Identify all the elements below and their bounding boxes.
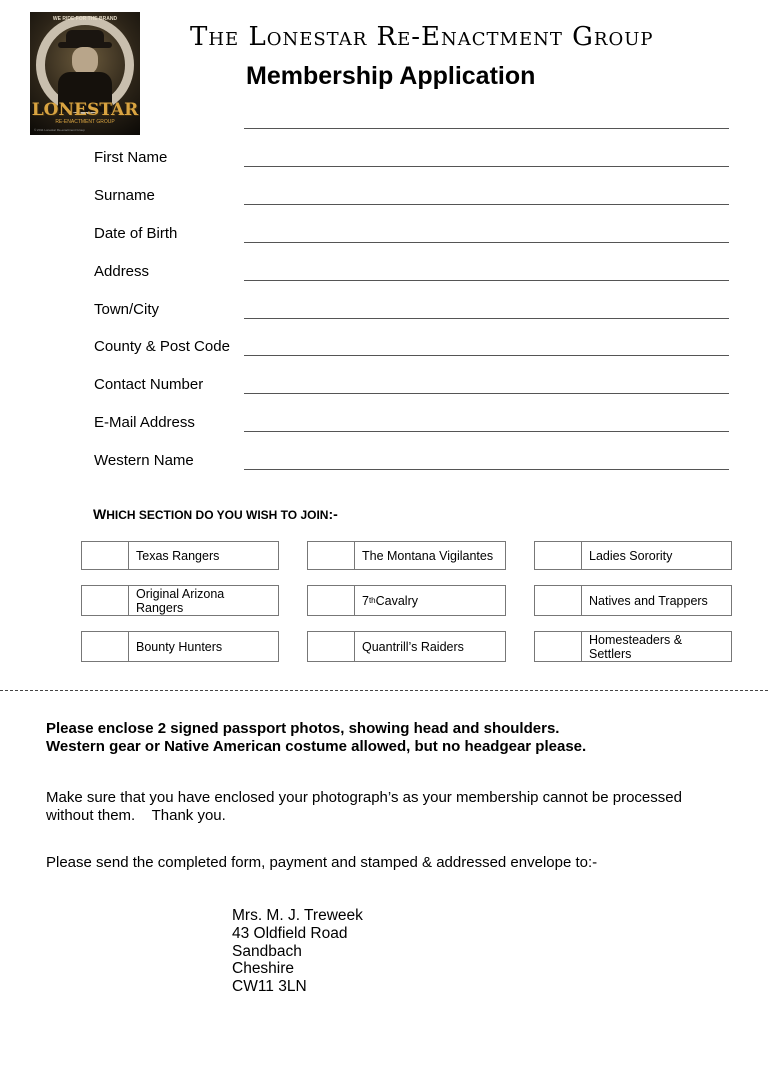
- field-label-county-post-code: County & Post Code: [94, 338, 230, 355]
- address-street: 43 Oldfield Road: [232, 924, 348, 942]
- group-logo: [30, 12, 140, 135]
- photo-reminder-line1: Make sure that you have enclosed your photograph’s as your membership cannot be processed: [46, 789, 682, 806]
- logo-copyright: © 2011 Lonestar Re-enactment Group: [34, 128, 85, 132]
- date-of-birth-line[interactable]: [244, 242, 729, 243]
- address-line[interactable]: [244, 280, 729, 281]
- option-label: Natives and Trappers: [589, 593, 708, 608]
- section-heading-end: :-: [328, 506, 338, 522]
- option-label: Original Arizona Rangers: [136, 586, 225, 615]
- field-label-date-of-birth: Date of Birth: [94, 225, 178, 242]
- section-option-quantrills-raiders[interactable]: [307, 631, 506, 662]
- section-option-7th-cavalry[interactable]: [307, 585, 506, 616]
- field-label-email: E-Mail Address: [94, 414, 195, 431]
- field-label-address: Address: [94, 263, 150, 280]
- cavalry-number: 7: [362, 593, 369, 608]
- county-post-code-line[interactable]: [244, 355, 729, 356]
- photo-instructions-line1: Please enclose 2 signed passport photos, showing head and shoulders.: [46, 720, 560, 737]
- option-label: Texas Rangers: [136, 548, 220, 563]
- postal-address: [232, 907, 363, 996]
- contact-number-line[interactable]: [244, 393, 729, 394]
- photo-reminder: [46, 789, 682, 825]
- address-postcode: CW11 3LN: [232, 978, 307, 996]
- logo-brand: LONESTAR: [31, 100, 139, 120]
- photo-instructions-line2: Western gear or Native American costume allowed, but no headgear please.: [46, 738, 587, 755]
- checkbox[interactable]: [308, 586, 355, 615]
- address-town: Sandbach: [232, 942, 302, 960]
- checkbox[interactable]: [308, 542, 355, 569]
- field-label-first-name: First Name: [94, 149, 168, 166]
- checkbox[interactable]: [308, 632, 355, 661]
- section-option-montana-vigilantes[interactable]: [307, 541, 506, 570]
- section-heading-text: HICH SECTION DO YOU WISH TO JOIN: [106, 508, 329, 522]
- section-option-ladies-sorority[interactable]: [534, 541, 732, 570]
- section-option-natives-and-trappers[interactable]: [534, 585, 732, 616]
- western-name-line[interactable]: [244, 469, 729, 470]
- section-option-homesteaders-settlers[interactable]: [534, 631, 732, 662]
- checkbox[interactable]: [535, 586, 582, 615]
- option-label: 7 th Cavalry: [362, 593, 418, 608]
- field-label-surname: Surname: [94, 187, 155, 204]
- checkbox[interactable]: [535, 542, 582, 569]
- header-rule: [244, 128, 729, 129]
- address-name: Mrs. M. J. Treweek: [232, 907, 363, 924]
- send-instructions: Please send the completed form, payment and stamped & addressed envelope to:-: [46, 854, 598, 871]
- address-county: Cheshire: [232, 960, 295, 978]
- field-label-town-city: Town/City: [94, 301, 160, 318]
- field-label-contact-number: Contact Number: [94, 376, 204, 393]
- org-title: The Lonestar Re-Enactment Group: [190, 22, 654, 52]
- section-option-texas-rangers[interactable]: [81, 541, 279, 570]
- option-label: Bounty Hunters: [136, 639, 223, 654]
- option-label: Homesteaders & Settlers: [589, 632, 683, 661]
- field-label-western-name: Western Name: [94, 452, 194, 469]
- section-option-bounty-hunters[interactable]: [81, 631, 279, 662]
- logo-tagline: WE RIDE FOR THE BRAND: [52, 16, 118, 22]
- section-heading-initial: W: [93, 506, 107, 522]
- cavalry-text: Cavalry: [375, 593, 418, 608]
- checkbox[interactable]: [535, 632, 582, 661]
- section-option-original-arizona-rangers[interactable]: [81, 585, 279, 616]
- option-label: Ladies Sorority: [589, 548, 673, 563]
- first-name-line[interactable]: [244, 166, 729, 167]
- option-label: Quantrill’s Raiders: [362, 639, 464, 654]
- option-label: The Montana Vigilantes: [362, 548, 494, 563]
- photo-reminder-line2: without them. Thank you.: [46, 807, 226, 824]
- logo-face: [72, 47, 98, 75]
- town-city-line[interactable]: [244, 318, 729, 319]
- cut-line: [0, 690, 768, 691]
- form-title: Membership Application: [246, 62, 536, 90]
- surname-line[interactable]: [244, 204, 729, 205]
- photo-instructions: [46, 720, 586, 756]
- checkbox[interactable]: [82, 632, 129, 661]
- checkbox[interactable]: [82, 542, 129, 569]
- email-line[interactable]: [244, 431, 729, 432]
- section-heading: [93, 506, 338, 522]
- logo-brand-sub: RE-ENACTMENT GROUP: [55, 119, 115, 125]
- checkbox[interactable]: [82, 586, 129, 615]
